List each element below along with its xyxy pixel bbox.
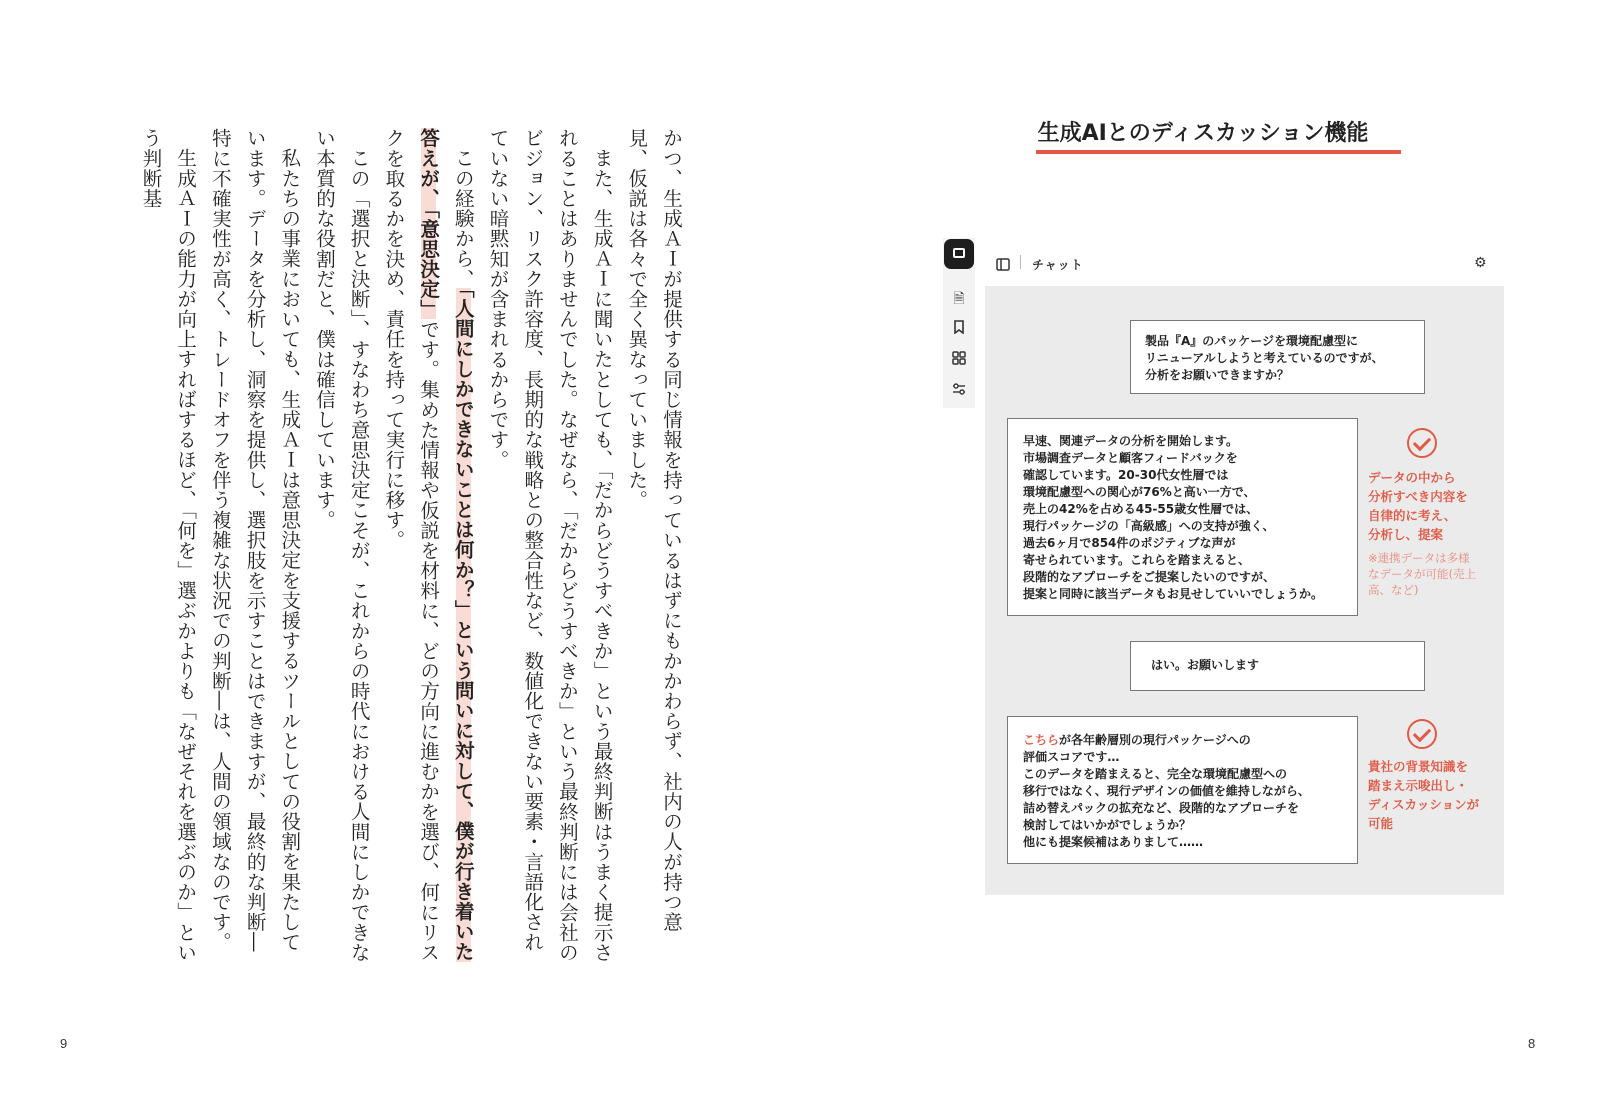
check-icon	[1407, 719, 1437, 749]
bookmark-icon[interactable]	[950, 320, 968, 338]
page-number-left: 9	[60, 1036, 68, 1051]
paragraph-6: 生成ＡＩの能力が向上すればするほど、「何を」選ぶかよりも「なぜそれを選ぶのか」という判断基	[139, 128, 198, 962]
gear-icon[interactable]: ⚙	[1474, 255, 1487, 271]
check-icon	[1407, 428, 1437, 458]
body-text	[96, 128, 688, 968]
annotation-1-note: ※連携データは多様 なデータが可能(売上 高、など)	[1368, 551, 1476, 597]
user-message-1: 製品『A』のパッケージを環境配慮型に リニューアルしようと考えているのですが、 分析をお願いできますか？	[1130, 320, 1425, 394]
sliders-icon[interactable]	[950, 382, 968, 400]
highlighted-question: 「人間にしかできないことは何か？」という問いに対して、僕が行き着いた答えが、「意思決定」	[417, 128, 475, 962]
paragraph-5: 私たちの事業においても、生成ＡＩは意思決定を支援するツールとしての役割を果たしています。データを分析し、洞察を提供し、選択肢を示すことはできますが、最終的な判断―特に不確実性が高く、トレードオフを伴う複雑な状況での判断―は、人間の領域なのです。	[208, 128, 302, 953]
paragraph-4: この「選択と決断」、すなわち意思決定こそが、これからの時代における人間にしかできない本質的な役割だと、僕は確信しています。	[312, 128, 371, 962]
paragraph-2: また、生成ＡＩに聞いたとしても、「だからどうすべきか」という最終判断はうまく提示されることはありませんでした。なぜなら、「だからどうすべきか」という最終判断には会社のビジョン、リスク許容度、長期的な戦略との整合性など、数値化できない要素・言語化されていない暗黙知が含まれるからです。	[486, 128, 614, 963]
annotation-1: データの中から 分析すべき内容を 自律的に考え、 分析し、提案	[1368, 470, 1468, 542]
app-logo-icon[interactable]	[944, 239, 974, 269]
header-divider	[1020, 255, 1021, 269]
document-icon[interactable]: 🗎	[953, 291, 965, 307]
ai-message-2: こちらが各年齢層別の現行パッケージへの 評価スコアです… このデータを踏まえると、完全な環境配慮型への 移行ではなく、現行デザインの価値を維持しながら、 詰め替えパックの拡充など、段階的なアプローチを 検討してはいかがでしょうか？ 他にも提案候補はありまして……	[1007, 716, 1358, 864]
data-link[interactable]: こちら	[1023, 733, 1060, 747]
paragraph-1: かつ、生成ＡＩが提供する同じ情報を持っているはずにもかかわらず、社内の人が持つ意見、仮説は各々で全く異なっていました。	[625, 128, 683, 932]
grid-icon[interactable]	[950, 351, 968, 369]
page-number-right: 8	[1528, 1036, 1536, 1051]
title-underline	[1036, 150, 1401, 154]
user-message-2: はい。お願いします	[1130, 641, 1425, 691]
paragraph-3: この経験から、「人間にしかできないことは何か？」という問いに対して、僕が行き着いた答えが、「意思決定」です。集めた情報や仮説を材料に、どの方向に進むかを選び、何にリスクを取るかを決め、責任を持って実行に移す。	[382, 128, 475, 963]
toggle-sidebar-icon[interactable]	[996, 256, 1010, 275]
figure-title: 生成AIとのディスカッション機能	[1037, 121, 1369, 146]
chat-title: チャット	[1032, 258, 1084, 272]
annotation-2: 貴社の背景知識を 踏まえ示唆出し・ ディスカッションが 可能	[1368, 759, 1480, 831]
ai-message-1: 早速、関連データの分析を開始します。 市場調査データと顧客フィードバックを 確認しています。20-30代女性層では 環境配慮型への関心が76%と高い一方で、 売上の42%を占める45-55歳女性層では、 現行パッケージの「高級感」への支持が強く、 過去6ヶ月で854件のポジティブな声が 寄せられています。これらを踏まえると、 段階的なアプローチをご提案したいのですが、 提案と同時に該当データもお見せしていいでしょうか。	[1007, 418, 1358, 616]
